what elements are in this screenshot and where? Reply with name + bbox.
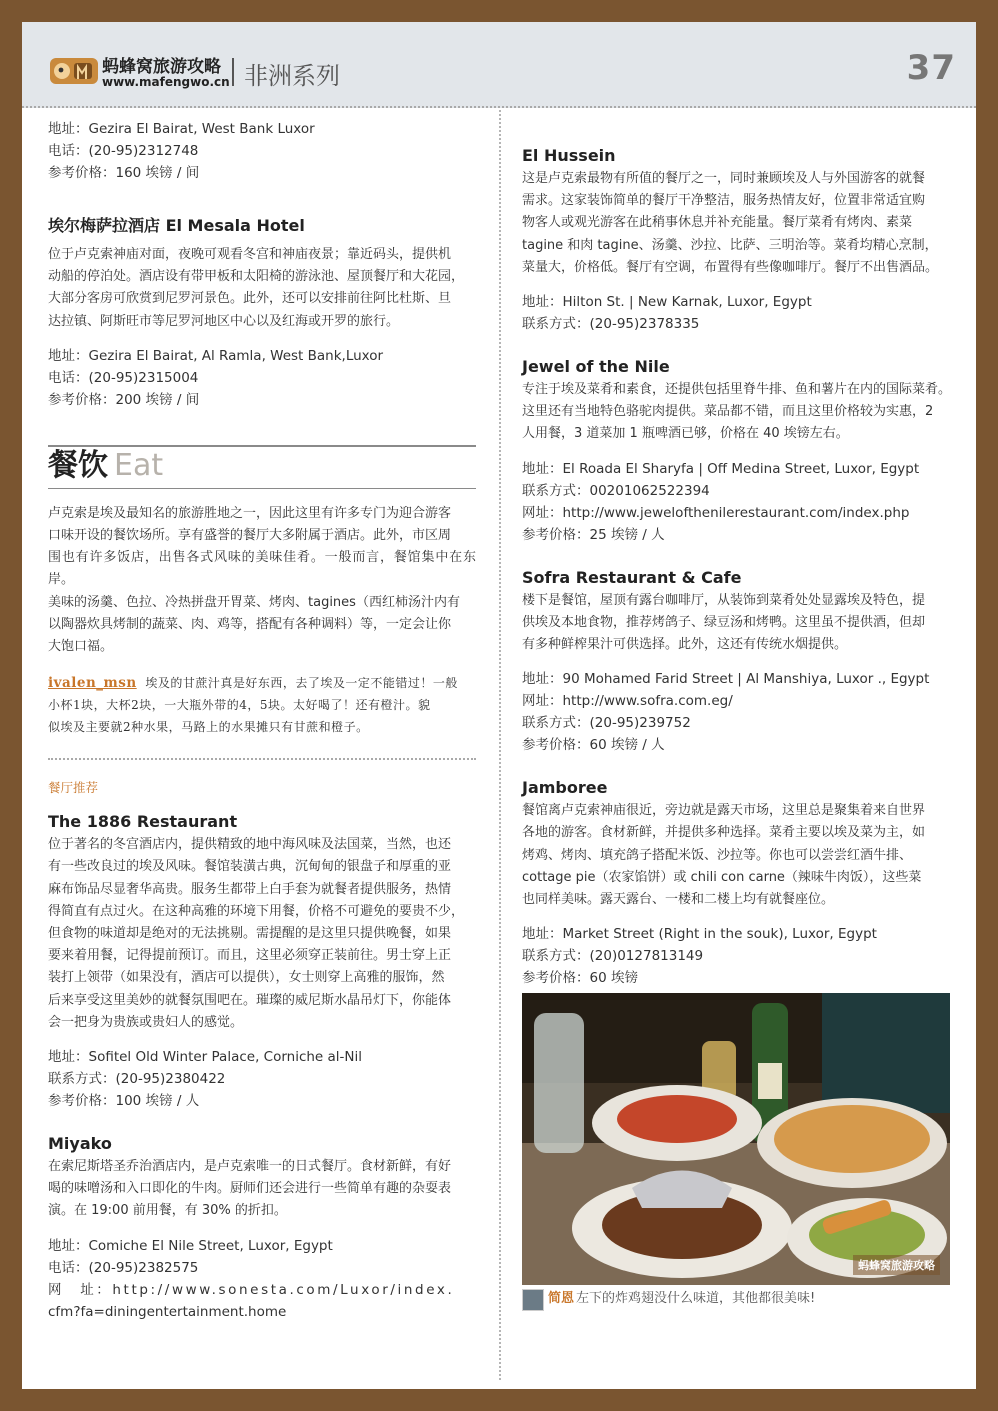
hotel-prev-info (48, 118, 476, 184)
photo-caption (522, 1289, 952, 1309)
desc-line: 有多种鲜榨果汁可供选择。此外，这还有传统水烟提供。 (522, 637, 848, 653)
price: 参考价格：25 埃镑 / 人 (522, 526, 665, 543)
desc-line: tagine 和肉 tagine、汤羹、沙拉、比萨、三明治等。菜肴均精心烹制， (522, 237, 938, 253)
eat-title-cn: 餐饮 (48, 447, 108, 483)
restaurant-name: Jamboree (522, 778, 608, 798)
desc-line: cottage pie（农家馅饼）或 chili con carne（辣味牛肉饭），这些菜 (522, 869, 922, 885)
intro-line: 围也有许多饭店，出售各式风味的美味佳肴。一般而言，餐馆集中在东岸。 (48, 550, 476, 588)
desc-line: 但食物的味道却是绝对的无法挑剔。需提醒的是这里只提供晚餐，如果 (48, 926, 452, 942)
intro-line: 美味的汤羹、色拉、冷热拼盘开胃菜、烤肉、tagines（西红柿汤汁内有 (48, 594, 460, 610)
desc-line: 这里还有当地特色骆驼肉提供。菜品都不错，而且这里价格较为实惠，2 (522, 404, 934, 420)
restaurant-miyako (48, 1132, 476, 1323)
contact: 联系方式：00201062522394 (522, 482, 710, 499)
restaurant-jamboree (522, 776, 952, 989)
contact: 联系方式：(20-95)239752 (522, 715, 691, 732)
avatar[interactable] (522, 1289, 544, 1311)
quote-username-link[interactable]: ivalen_msn (48, 675, 137, 692)
price: 参考价格：160 埃镑 / 间 (48, 165, 200, 181)
hotel-mesala (48, 214, 476, 411)
restaurant-name: Sofra Restaurant & Cafe (522, 567, 742, 587)
eat-intro (48, 503, 476, 658)
dotted-divider (48, 758, 476, 760)
desc-line: 装打上领带（如果没有，酒店可以提供），女士则穿上高雅的服饰，然 (48, 970, 445, 986)
desc-line: 楼下是餐馆，屋顶有露台咖啡厅，从装饰到菜肴处处显露埃及特色，提 (522, 592, 926, 608)
page-number: 37 (906, 48, 956, 88)
phone: 电话：(20-95)2312748 (48, 143, 199, 159)
recommend-label: 餐厅推荐 (48, 780, 99, 796)
price: 参考价格：60 埃镑 (522, 970, 638, 987)
desc-line: 要来着用餐，记得提前预订。而且，这里必须穿正装前往。男士穿上正 (48, 948, 452, 964)
desc-line: 各地的游客。食材新鲜，并提供多种选择。菜肴主要以埃及菜为主，如 (522, 825, 926, 841)
price: 参考价格：100 埃镑 / 人 (48, 1093, 200, 1110)
desc-line: 麻布饰品尽显奢华高贵。服务生都带上白手套为就餐者提供服务，热情 (48, 881, 452, 897)
restaurant-sofra (522, 566, 952, 757)
address: 地址：Gezira El Bairat, Al Ramla, West Bank,Luxor (48, 347, 384, 364)
website-link[interactable]: 网址：http://www.sofra.com.eg/ (522, 693, 733, 710)
phone: 电话：(20-95)2315004 (48, 369, 199, 386)
desc-line: 演。在 19:00 前用餐，有 30% 的折扣。 (48, 1203, 287, 1219)
desc-line: 供埃及本地食物，推荐烤鸽子、绿豆汤和烤鸭。这里虽不提供酒，但却 (522, 614, 926, 630)
quote-text: 似埃及主要就2种水果，马路上的水果摊只有甘蔗和橙子。 (48, 720, 369, 735)
desc-line: 得简直有点过火。在这种高雅的环境下用餐，价格不可避免的要贵不少， (48, 903, 465, 919)
website-link[interactable]: 网 址：http://www.sonesta.com/Luxor/index. (48, 1281, 455, 1298)
desc-line: 菜量大，价格低。餐厅有空调，布置得有些像咖啡厅。餐厅不出售酒品。 (522, 259, 939, 275)
series-title: 非洲系列 (244, 62, 340, 90)
restaurant-name: El Hussein (522, 146, 616, 165)
price: 参考价格：60 埃镑 / 人 (522, 737, 665, 754)
intro-line: 口味开设的餐饮场所。享有盛誉的餐厅大多附属于酒店。此外，市区周 (48, 528, 452, 544)
restaurant-jewel (522, 355, 952, 546)
hotel-desc-2: 动船的停泊处。酒店设有带甲板和太阳椅的游泳池、屋顶餐厅和大花园， (48, 269, 465, 285)
phone: 电话：(20-95)2382575 (48, 1259, 199, 1276)
intro-line: 以陶器炊具烤制的蔬菜、肉、鸡等，搭配有各种调料）等，一定会让你 (48, 616, 452, 632)
desc-line: 餐馆离卢克索神庙很近，旁边就是露天市场，这里总是聚集着来自世界 (522, 803, 926, 819)
desc-line: 位于著名的冬宫酒店内，提供精致的地中海风味及法国菜，当然，也还 (48, 837, 452, 853)
website-link-cont[interactable]: cfm?fa=diningentertainment.home (48, 1303, 287, 1320)
column-divider (499, 110, 501, 1380)
website-link[interactable]: 网址：http://www.jewelofthenilerestaurant.com/index.php (522, 504, 910, 521)
brand-url[interactable]: www.mafengwo.cn (102, 75, 230, 89)
quote-text: 埃及的甘蔗汁真是好东西，去了埃及一定不能错过！一般 (145, 676, 458, 691)
eat-section-title (48, 445, 476, 489)
desc-line: 有一些改良过的埃及风味。餐馆装潢古典，沉甸甸的银盘子和厚重的亚 (48, 859, 452, 875)
caption-text: 左下的炸鸡翅没什么味道，其他都很美味! (576, 1291, 816, 1307)
desc-line: 物客人或观光游客在此稍事休息并补充能量。餐厅菜肴有烤肉、素菜 (522, 215, 913, 231)
desc-line: 这是卢克索最物有所值的餐厅之一，同时兼顾埃及人与外国游客的就餐 (522, 171, 926, 186)
photo-watermark: 蚂蜂窝旅游攻略 (853, 1255, 940, 1275)
price: 参考价格：200 埃镑 / 间 (48, 391, 200, 408)
brand-name: 蚂蜂窝旅游攻略 (102, 57, 221, 77)
caption-username-link[interactable]: 简恩 (548, 1291, 575, 1307)
address: 地址：Hilton St. | New Karnak, Luxor, Egypt (522, 294, 812, 311)
address: 地址：El Roada El Sharyfa | Off Medina Street, Luxor, Egypt (522, 460, 920, 477)
desc-line: 在索尼斯塔圣乔治酒店内，是卢克索唯一的日式餐厅。食材新鲜，有好 (48, 1159, 452, 1175)
desc-line: 人用餐，3 道菜加 1 瓶啤酒已够，价格在 40 埃镑左右。 (522, 426, 849, 442)
header-divider (232, 58, 234, 86)
restaurant-name: The 1886 Restaurant (48, 812, 238, 832)
address: 地址：Market Street (Right in the souk), Luxor, Egypt (522, 926, 877, 943)
page-header (22, 22, 976, 108)
traveler-quote (48, 672, 476, 738)
quote-text: 小杯1块，大杯2块，一大瓶外带的4，5块。太好喝了！还有橙汁。貌 (48, 698, 431, 713)
restaurant-name: Jewel of the Nile (522, 357, 670, 377)
address: 地址：Sofitel Old Winter Palace, Corniche al-Nil (48, 1049, 363, 1066)
hotel-desc-3: 大部分客房可欣赏到尼罗河景色。此外，还可以安排前往阿比杜斯、旦 (48, 291, 452, 307)
food-photo (522, 993, 950, 1285)
page (22, 22, 976, 1389)
hotel-desc-4: 达拉镇、阿斯旺市等尼罗河地区中心以及红海或开罗的旅行。 (48, 313, 400, 329)
restaurant-name: Miyako (48, 1134, 112, 1154)
desc-line: 烤鸡、烤肉、填充鸽子搭配米饭、沙拉等。你也可以尝尝红酒牛排、 (522, 847, 913, 863)
restaurant-1886 (48, 810, 476, 1112)
address: 地址：Comiche El Nile Street, Luxor, Egypt (48, 1237, 333, 1254)
address: 地址：90 Mohamed Farid Street | Al Manshiya, Luxor ., Egypt (522, 671, 930, 688)
contact: 联系方式：(20)0127813149 (522, 948, 704, 965)
left-column (48, 118, 476, 1323)
desc-line: 专注于埃及菜肴和素食，还提供包括里脊牛排、鱼和薯片在内的国际菜肴。 (522, 382, 952, 398)
intro-line: 大饱口福。 (48, 639, 114, 655)
desc-line: 后来享受这里美妙的就餐氛围吧在。璀璨的威尼斯水晶吊灯下，你能体 (48, 992, 452, 1008)
hotel-name: 埃尔梅萨拉酒店 El Mesala Hotel (48, 216, 305, 235)
desc-line: 需求。这家装饰简单的餐厅干净整洁，服务热情友好，位置非常适宜购 (522, 193, 926, 209)
contact: 联系方式：(20-95)2378335 (522, 316, 700, 333)
right-column (522, 144, 952, 1309)
contact: 联系方式：(20-95)2380422 (48, 1071, 226, 1088)
hotel-desc-1: 位于卢克索神庙对面，夜晚可观看冬宫和神庙夜景；靠近码头，提供机 (48, 247, 452, 262)
desc-line: 也同样美味。露天露台、一楼和二楼上均有就餐座位。 (522, 892, 835, 908)
intro-line: 卢克索是埃及最知名的旅游胜地之一，因此这里有许多专门为迎合游客 (48, 505, 452, 521)
restaurant-hussein (522, 144, 952, 335)
desc-line: 喝的味噌汤和入口即化的牛肉。厨师们还会进行一些简单有趣的杂耍表 (48, 1181, 452, 1197)
desc-line: 会一把身为贵族或贵妇人的感觉。 (48, 1014, 244, 1030)
mafengwo-logo-icon[interactable] (48, 52, 100, 88)
eat-title-en: Eat (114, 447, 164, 483)
address: 地址：Gezira El Bairat, West Bank Luxor (48, 121, 315, 137)
